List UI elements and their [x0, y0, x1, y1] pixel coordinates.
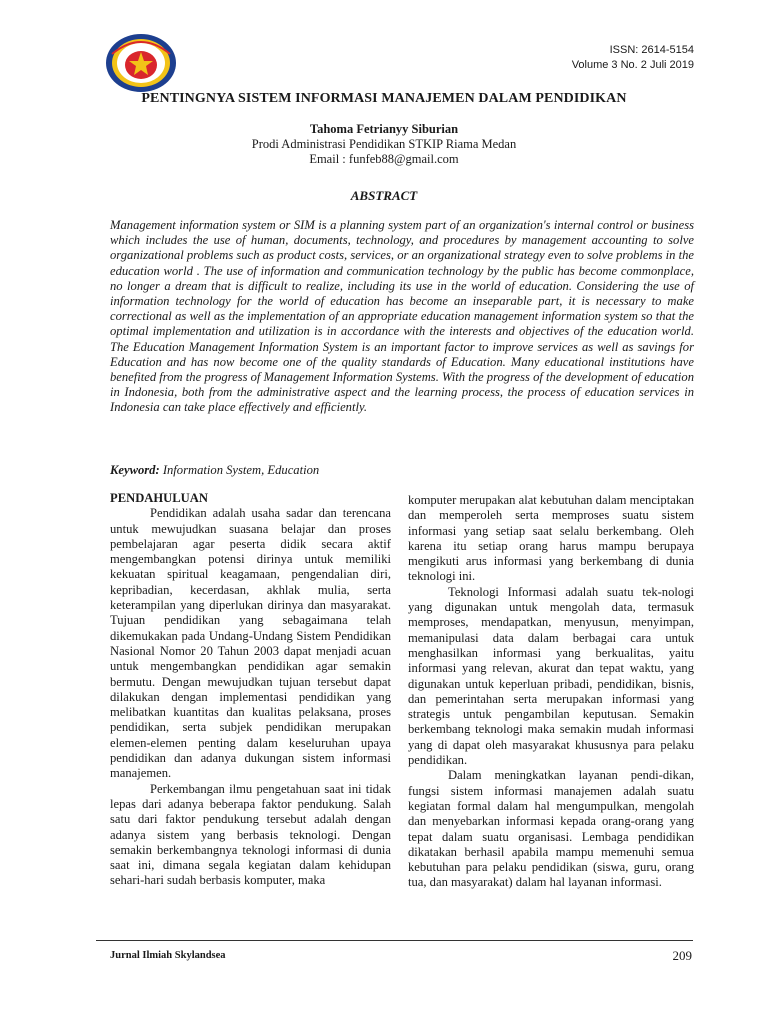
author-name: Tahoma Fetrianyy Siburian [309, 122, 459, 136]
footer-rule [96, 940, 693, 941]
paragraph: komputer merupakan alat kebutuhan dalam menciptakan dan memperoleh serta memproses suatu sistem informasi yang setiap saat selalu berkembang. Oleh karena itu setiap orang harus mampu berupaya mengikuti arus informasi yang berkembang di dunia teknologi ini. [408, 493, 694, 584]
keyword-text: Information System, Education [159, 463, 320, 477]
page-number: 209 [672, 948, 692, 963]
keywords [110, 463, 694, 478]
paragraph: Pendidikan adalah usaha sadar dan terencana untuk mewujudkan suasana belajar dan proses pembelajaran agar peserta didik secara aktif mengembangkan potensi dirinya untuk memiliki kekuatan spiritual keagamaan, pengendalian diri, kepribadian, kecerdasan, akhlak mulia, serta keterampilan yang diperlukan dirinya dan masyarakat. Tujuan pendidikan yang sebagaimana telah dikemukakan pada Undang-Undang Sistem Pendidikan Nasional Nomor 20 Tahun 2003 dapat menjadi acuan untuk mengembangkan pendidikan agar semakin bermutu. Dengan mewujudkan tujuan tersebut dapat dilakukan dengan implementasi pendidikan yang melibatkan kuantitas dan kualitas pelaksana, proses pendidikan, serta subjek pendidikan merupakan elemen-elemen penting dalam keseluruhan upaya pendidikan dan adanya dukungan sistem informasi manajemen. [110, 506, 391, 781]
author-affiliation: Prodi Administrasi Pendidikan STKIP Riama Medan [251, 137, 517, 151]
paragraph: Dalam meningkatkan layanan pendi-dikan, fungsi sistem informasi manajemen adalah suatu kegiatan formal dalam hal mengumpulkan, mengolah dan menyebarkan informasi kepada orang-orang yang tepat dalam suatu organisasi. Lembaga pendidikan dikatakan berhasil apabila mampu memenuhi semua kebutuhan para pelaku pendidikan (siswa, guru, orang tua, dan masyarakat) dalam hal layanan informasi. [408, 768, 694, 890]
paragraph: Teknologi Informasi adalah suatu tek-nologi yang digunakan untuk mengolah data, termasuk memproses, mendapatkan, menyusun, menyimpan, memanipulasi data dalam berbagai cara untuk menghasilkan informasi yang berkualitas, yaitu informasi yang relevan, akurat dan tepat waktu, yang digunakan untuk keperluan pribadi, pendidikan, bisnis, dan pemerintahan serta merupakan informasi yang strategis untuk pengambilan keputusan. Semakin berkembang teknologi maka semakin mudah informasi yang di dapat oleh masyarakat khususnya para pelaku pendidikan. [408, 584, 694, 768]
section-heading: PENDAHULUAN [110, 491, 208, 505]
journal-logo [104, 32, 178, 94]
author-block [0, 122, 768, 167]
abstract-heading: ABSTRACT [350, 188, 418, 203]
left-column [110, 491, 391, 889]
paragraph: Perkembangan ilmu pengetahuan saat ini tidak lepas dari adanya beberapa faktor pendukung. Salah satu dari faktor pendukung tersebut adalah dengan adanya sistem yang berbasis teknologi. Dengan semakin berkembangnya teknologi informasi di dunia saat ini, dimana segala kegiatan dalam kehidupan sehari-hari sudah berbasis komputer, maka [110, 781, 391, 888]
paper-title: PENTINGNYA SISTEM INFORMASI MANAJEMEN DALAM PENDIDIKAN [141, 91, 627, 106]
footer-journal: Jurnal Ilmiah Skylandsea [110, 950, 226, 961]
keyword-label: Keyword: [110, 463, 160, 477]
issue-meta [572, 43, 694, 73]
right-column [408, 493, 694, 891]
volume-issue: Volume 3 No. 2 Juli 2019 [571, 59, 694, 71]
issn: ISSN: 2614-5154 [609, 44, 694, 56]
author-email: Email : funfeb88@gmail.com [309, 152, 459, 166]
abstract-text: Management information system or SIM is a planning system part of an organization's internal control or business which includes the use of human, documents, technology, and procedures by management accounting to solve organizational problems such as product costs, services, or an organizational strategy even to solve problems in the education world . The use of information and communication technology by the public has become commonplace, no longer a dream that is difficult to realize, including its use in the world of education. Considering the use of information technology for the world of education has become an inseparable part, it is necessary to make correctional as well as the implementation of an appropriate education management information system so that the optimal implementation and utilization is in accordance with the interests and objectives of the education world. The Education Management Information System is an important factor to improve services as well as savings for Education and has now become one of the quality standards of Education. Many educational institutions have benefited from the progress of Management Information Systems. With the progress of the development of education in Indonesia, both from the administrative aspect and the learning process, the process of education services in Indonesia can take place effectively and efficiently. [110, 218, 694, 415]
